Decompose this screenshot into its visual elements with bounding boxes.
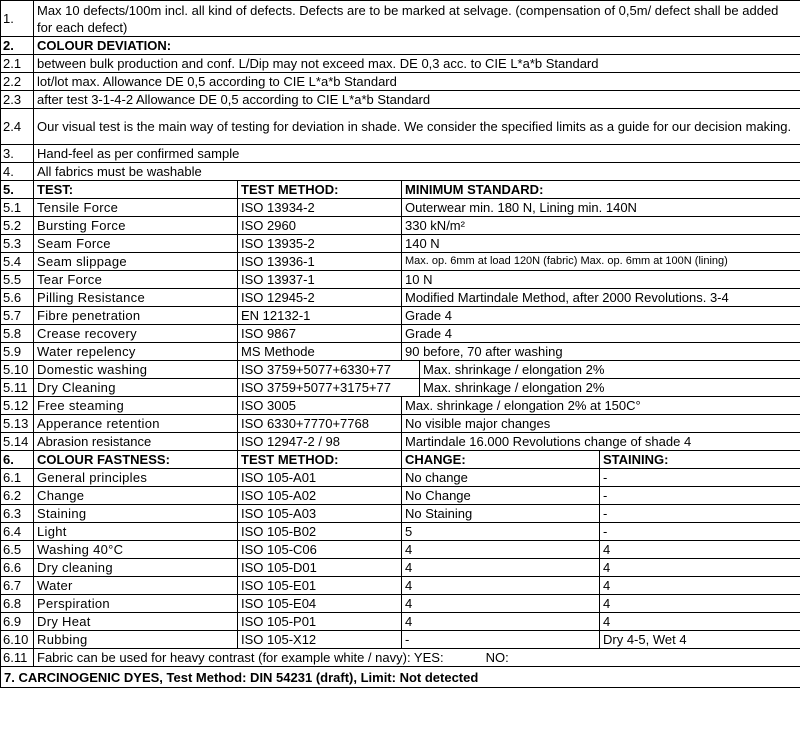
test-standard: Max. shrinkage / elongation 2% <box>420 361 800 379</box>
test-method: EN 12132-1 <box>238 307 402 325</box>
test-standard: Grade 4 <box>402 307 800 325</box>
fastness-row <box>1 469 800 487</box>
test-row <box>1 379 800 397</box>
fastness-change: - <box>402 631 600 649</box>
test-name: Domestic washing <box>34 361 238 379</box>
heavy-contrast-yes-label: Fabric can be used for heavy contrast (for example white / navy): YES: <box>37 650 444 665</box>
test-method: ISO 13936-1 <box>238 253 402 271</box>
fastness-change: No change <box>402 469 600 487</box>
fastness-test: Dry Heat <box>34 613 238 631</box>
test-standard: 140 N <box>402 235 800 253</box>
fastness-row <box>1 541 800 559</box>
test-standard: Modified Martindale Method, after 2000 Revolutions. 3-4 <box>402 289 800 307</box>
fastness-method: ISO 105-A02 <box>238 487 402 505</box>
fastness-test: Staining <box>34 505 238 523</box>
fastness-test: Light <box>34 523 238 541</box>
fastness-change: 4 <box>402 613 600 631</box>
row-2-4 <box>1 109 800 145</box>
fastness-row <box>1 523 800 541</box>
row-number: 2.1 <box>1 55 34 73</box>
test-standard: Martindale 16.000 Revolutions change of shade 4 <box>402 433 800 451</box>
row-text: after test 3-1-4-2 Allowance DE 0,5 according to CIE L*a*b Standard <box>34 91 800 109</box>
fastness-staining: Dry 4-5, Wet 4 <box>600 631 800 649</box>
fastness-change: 4 <box>402 541 600 559</box>
section-title: COLOUR DEVIATION: <box>34 37 800 55</box>
test-method: ISO 12945-2 <box>238 289 402 307</box>
test-standard: Max. op. 6mm at load 120N (fabric) Max. op. 6mm at 100N (lining) <box>402 253 800 271</box>
test-method: ISO 3759+5077+6330+77 <box>238 361 420 379</box>
section-carcinogenic-dyes <box>1 667 800 688</box>
fastness-method: ISO 105-D01 <box>238 559 402 577</box>
test-method: ISO 13937-1 <box>238 271 402 289</box>
row-number: 5.11 <box>1 379 34 397</box>
fastness-method: ISO 105-P01 <box>238 613 402 631</box>
test-row <box>1 235 800 253</box>
heavy-contrast-no-label: NO: <box>485 650 509 665</box>
row-text: lot/lot max. Allowance DE 0,5 according to CIE L*a*b Standard <box>34 73 800 91</box>
row-number: 5.13 <box>1 415 34 433</box>
test-row <box>1 343 800 361</box>
fastness-staining: 4 <box>600 559 800 577</box>
row-number: 1. <box>1 1 34 37</box>
test-row <box>1 289 800 307</box>
row-2-3 <box>1 91 800 109</box>
section-number: 2. <box>1 37 34 55</box>
fastness-method: ISO 105-E01 <box>238 577 402 595</box>
test-name: Fibre penetration <box>34 307 238 325</box>
defects-text: Max 10 defects/100m incl. all kind of defects. Defects are to be marked at selvage. (compensation of 0,5m/ defect shall be added for each defect) <box>34 1 800 37</box>
fastness-staining: - <box>600 523 800 541</box>
test-row <box>1 307 800 325</box>
fastness-change: 4 <box>402 559 600 577</box>
test-standard: Max. shrinkage / elongation 2% at 150C° <box>402 397 800 415</box>
fastness-staining: 4 <box>600 595 800 613</box>
test-row <box>1 361 800 379</box>
test-row <box>1 415 800 433</box>
column-header-method: TEST METHOD: <box>238 451 402 469</box>
row-number: 2.3 <box>1 91 34 109</box>
row-number: 2.2 <box>1 73 34 91</box>
carcinogenic-dyes-text: 7. CARCINOGENIC DYES, Test Method: DIN 54231 (draft), Limit: Not detected <box>1 667 800 688</box>
fastness-change: 4 <box>402 595 600 613</box>
test-name: Abrasion resistance <box>34 433 238 451</box>
heavy-contrast-text <box>34 649 800 667</box>
test-method: ISO 2960 <box>238 217 402 235</box>
row-number: 6.6 <box>1 559 34 577</box>
row-number: 5.14 <box>1 433 34 451</box>
row-number: 2.4 <box>1 109 34 145</box>
test-row <box>1 199 800 217</box>
fastness-row <box>1 577 800 595</box>
row-1 <box>1 1 800 37</box>
section-header-tests <box>1 181 800 199</box>
fastness-staining: - <box>600 505 800 523</box>
fastness-row <box>1 613 800 631</box>
test-method: ISO 3759+5077+3175+77 <box>238 379 420 397</box>
test-name: Seam Force <box>34 235 238 253</box>
test-method: MS Methode <box>238 343 402 361</box>
row-number: 5.1 <box>1 199 34 217</box>
fastness-staining: 4 <box>600 541 800 559</box>
row-number: 6.2 <box>1 487 34 505</box>
column-header-staining: STAINING: <box>600 451 800 469</box>
fastness-staining: - <box>600 487 800 505</box>
test-row <box>1 253 800 271</box>
fastness-test: Washing 40°C <box>34 541 238 559</box>
test-standard: 90 before, 70 after washing <box>402 343 800 361</box>
fastness-method: ISO 105-B02 <box>238 523 402 541</box>
row-2-1 <box>1 55 800 73</box>
test-name: Pilling Resistance <box>34 289 238 307</box>
test-name: Water repelency <box>34 343 238 361</box>
test-method: ISO 12947-2 / 98 <box>238 433 402 451</box>
test-name: Dry Cleaning <box>34 379 238 397</box>
row-number: 5.5 <box>1 271 34 289</box>
fastness-staining: - <box>600 469 800 487</box>
column-header-method: TEST METHOD: <box>238 181 402 199</box>
row-number: 6.4 <box>1 523 34 541</box>
fastness-row <box>1 505 800 523</box>
test-standard: 10 N <box>402 271 800 289</box>
section-header-colour-deviation <box>1 37 800 55</box>
test-method: ISO 6330+7770+7768 <box>238 415 402 433</box>
row-number: 6.10 <box>1 631 34 649</box>
row-number: 6.3 <box>1 505 34 523</box>
row-number: 6.8 <box>1 595 34 613</box>
row-number: 6.7 <box>1 577 34 595</box>
test-standard: Outerwear min. 180 N, Lining min. 140N <box>402 199 800 217</box>
row-number: 5.12 <box>1 397 34 415</box>
test-row <box>1 325 800 343</box>
row-number: 5.7 <box>1 307 34 325</box>
fastness-change: No Change <box>402 487 600 505</box>
fastness-test: Dry cleaning <box>34 559 238 577</box>
fastness-row <box>1 595 800 613</box>
test-row <box>1 217 800 235</box>
fastness-method: ISO 105-A03 <box>238 505 402 523</box>
fastness-method: ISO 105-X12 <box>238 631 402 649</box>
fastness-test: General principles <box>34 469 238 487</box>
row-number: 5.10 <box>1 361 34 379</box>
section-number: 5. <box>1 181 34 199</box>
test-name: Crease recovery <box>34 325 238 343</box>
fastness-test: Rubbing <box>34 631 238 649</box>
row-text: Our visual test is the main way of testing for deviation in shade. We consider the specified limits as a guide for our decision making. <box>34 109 800 145</box>
row-number: 5.4 <box>1 253 34 271</box>
fastness-change: 5 <box>402 523 600 541</box>
column-header-change: CHANGE: <box>402 451 600 469</box>
heavy-contrast-row <box>1 649 800 667</box>
test-name: Seam slippage <box>34 253 238 271</box>
fastness-test: Water <box>34 577 238 595</box>
row-number: 6.1 <box>1 469 34 487</box>
test-standard: 330 kN/m² <box>402 217 800 235</box>
row-text: All fabrics must be washable <box>34 163 800 181</box>
column-header-test: COLOUR FASTNESS: <box>34 451 238 469</box>
test-name: Free steaming <box>34 397 238 415</box>
test-name: Bursting Force <box>34 217 238 235</box>
test-name: Tear Force <box>34 271 238 289</box>
row-number: 6.11 <box>1 649 34 667</box>
fastness-row <box>1 559 800 577</box>
fastness-staining: 4 <box>600 613 800 631</box>
test-name: Tensile Force <box>34 199 238 217</box>
column-header-standard: MINIMUM STANDARD: <box>402 181 800 199</box>
fastness-method: ISO 105-E04 <box>238 595 402 613</box>
section-header-colour-fastness <box>1 451 800 469</box>
row-4 <box>1 163 800 181</box>
row-number: 5.2 <box>1 217 34 235</box>
test-method: ISO 13934-2 <box>238 199 402 217</box>
column-header-test: TEST: <box>34 181 238 199</box>
section-number: 6. <box>1 451 34 469</box>
row-number: 5.3 <box>1 235 34 253</box>
test-method: ISO 3005 <box>238 397 402 415</box>
row-number: 5.6 <box>1 289 34 307</box>
fastness-method: ISO 105-A01 <box>238 469 402 487</box>
test-name: Apperance retention <box>34 415 238 433</box>
row-text: Hand-feel as per confirmed sample <box>34 145 800 163</box>
test-standard: No visible major changes <box>402 415 800 433</box>
row-3 <box>1 145 800 163</box>
fastness-change: 4 <box>402 577 600 595</box>
fastness-staining: 4 <box>600 577 800 595</box>
row-number: 5.8 <box>1 325 34 343</box>
test-method: ISO 13935-2 <box>238 235 402 253</box>
row-number: 3. <box>1 145 34 163</box>
row-2-2 <box>1 73 800 91</box>
fastness-row <box>1 487 800 505</box>
row-number: 5.9 <box>1 343 34 361</box>
test-row <box>1 271 800 289</box>
fastness-test: Perspiration <box>34 595 238 613</box>
row-number: 6.9 <box>1 613 34 631</box>
row-number: 4. <box>1 163 34 181</box>
fastness-method: ISO 105-C06 <box>238 541 402 559</box>
row-number: 6.5 <box>1 541 34 559</box>
row-text: between bulk production and conf. L/Dip may not exceed max. DE 0,3 acc. to CIE L*a*b Standard <box>34 55 800 73</box>
fastness-test: Change <box>34 487 238 505</box>
test-row <box>1 433 800 451</box>
test-standard: Grade 4 <box>402 325 800 343</box>
fastness-change: No Staining <box>402 505 600 523</box>
test-standard: Max. shrinkage / elongation 2% <box>420 379 800 397</box>
test-row <box>1 397 800 415</box>
test-method: ISO 9867 <box>238 325 402 343</box>
fastness-row <box>1 631 800 649</box>
